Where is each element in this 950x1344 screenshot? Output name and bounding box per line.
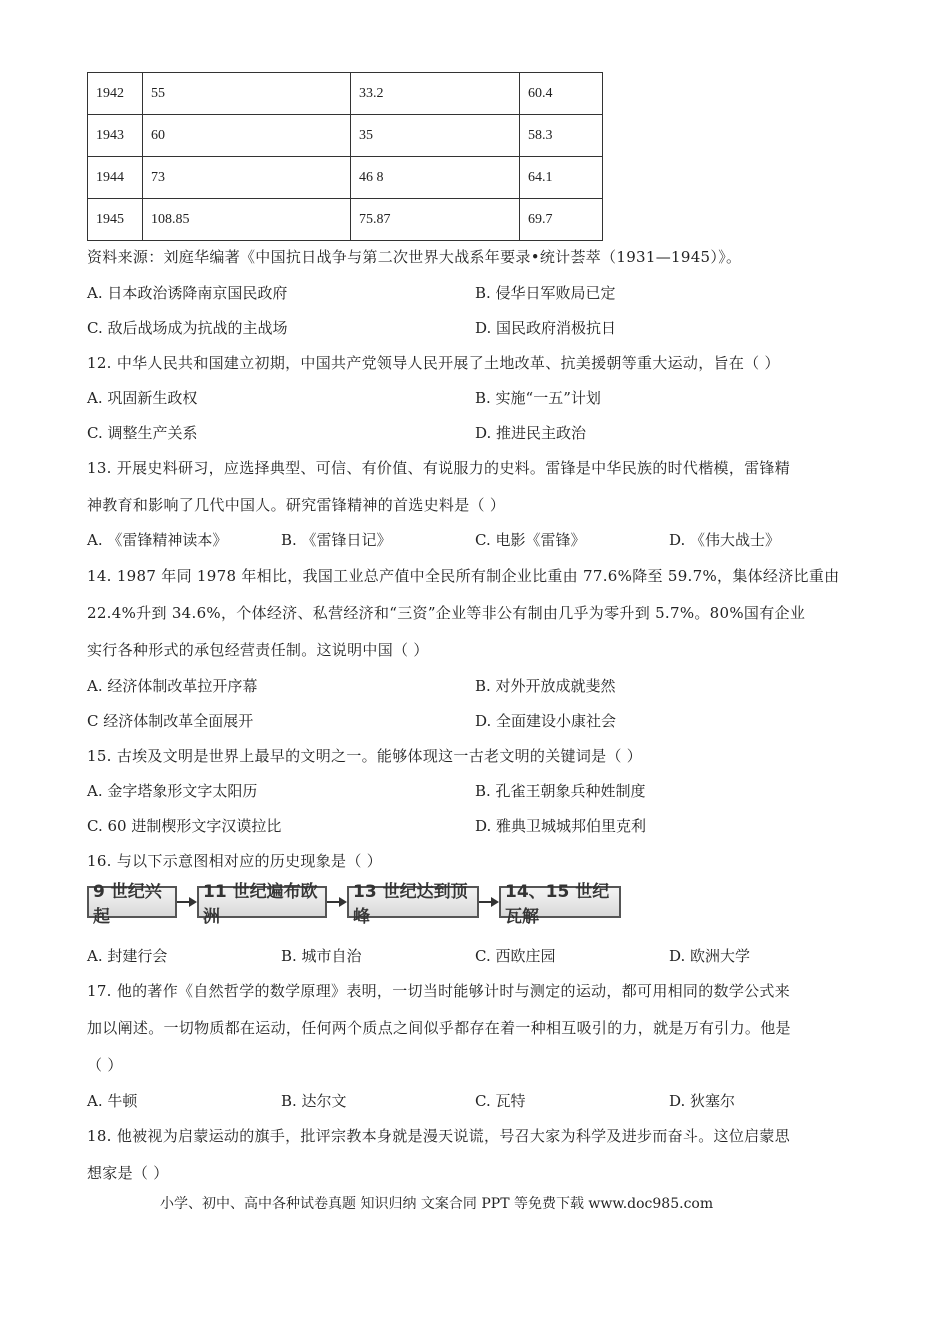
q14-option-b: B. 对外开放成就斐然 xyxy=(475,677,616,695)
q14-stem-line1: 14. 1987 年同 1978 年相比，我国工业总产值中全民所有制企业比重由 77.6%降至 59.7%，集体经济比重由 xyxy=(87,567,840,585)
arrow-right-icon xyxy=(327,888,347,916)
table-cell: 73 xyxy=(143,157,351,199)
q18-stem-line1: 18. 他被视为启蒙运动的旗手，批评宗教本身就是漫天说谎，号召大家为科学及进步而奋斗。这位启蒙思 xyxy=(87,1127,791,1145)
q17-option-b: B. 达尔文 xyxy=(281,1092,347,1110)
q17-stem-line3: （ ） xyxy=(87,1056,123,1074)
table-cell: 46 8 xyxy=(351,157,520,199)
q11-option-b: B. 侵华日军败局已定 xyxy=(475,284,616,302)
source-note: 资料来源：刘庭华编著《中国抗日战争与第二次世界大战系年要录•统计荟萃（1931—1945）》。 xyxy=(87,248,742,266)
q16-stem: 16. 与以下示意图相对应的历史现象是（ ） xyxy=(87,852,382,870)
table-row xyxy=(88,157,603,199)
timeline-step: 13 世纪达到顶峰 xyxy=(347,886,479,918)
q15-option-c: C. 60 进制楔形文字汉谟拉比 xyxy=(87,817,282,835)
q12-option-d: D. 推进民主政治 xyxy=(475,424,587,442)
table-cell: 1942 xyxy=(88,73,143,115)
timeline-diagram xyxy=(87,882,621,927)
statistics-table xyxy=(87,72,603,241)
q14-option-d: D. 全面建设小康社会 xyxy=(475,712,617,730)
q16-option-c: C. 西欧庄园 xyxy=(475,947,556,965)
q15-option-b: B. 孔雀王朝象兵种姓制度 xyxy=(475,782,646,800)
q13-option-c: C. 电影《雷锋》 xyxy=(475,531,586,549)
table-cell: 1945 xyxy=(88,199,143,241)
q16-option-b: B. 城市自治 xyxy=(281,947,362,965)
table-cell: 108.85 xyxy=(143,199,351,241)
q15-stem: 15. 古埃及文明是世界上最早的文明之一。能够体现这一古老文明的关键词是（ ） xyxy=(87,747,643,765)
q13-option-a: A. 《雷锋精神读本》 xyxy=(87,531,228,549)
q16-option-d: D. 欧洲大学 xyxy=(669,947,751,965)
table-cell: 60.4 xyxy=(520,73,603,115)
table-row xyxy=(88,115,603,157)
arrow-right-icon xyxy=(177,888,197,916)
q15-option-d: D. 雅典卫城城邦伯里克利 xyxy=(475,817,647,835)
q12-option-c: C. 调整生产关系 xyxy=(87,424,198,442)
table-cell: 58.3 xyxy=(520,115,603,157)
table-cell: 69.7 xyxy=(520,199,603,241)
q18-stem-line2: 想家是（ ） xyxy=(87,1164,169,1182)
q11-option-c: C. 敌后战场成为抗战的主战场 xyxy=(87,319,288,337)
q14-option-a: A. 经济体制改革拉开序幕 xyxy=(87,677,258,695)
q12-option-a: A. 巩固新生政权 xyxy=(87,389,198,407)
q11-option-d: D. 国民政府消极抗日 xyxy=(475,319,617,337)
q17-option-c: C. 瓦特 xyxy=(475,1092,526,1110)
q14-option-c: C 经济体制改革全面展开 xyxy=(87,712,254,730)
table-cell: 33.2 xyxy=(351,73,520,115)
timeline-step: 11 世纪遍布欧洲 xyxy=(197,886,327,918)
arrow-right-icon xyxy=(479,888,499,916)
q13-option-d: D. 《伟大战士》 xyxy=(669,531,781,549)
table-cell: 1943 xyxy=(88,115,143,157)
q12-stem: 12. 中华人民共和国建立初期，中国共产党领导人民开展了土地改革、抗美援朝等重大运动，旨在（ ） xyxy=(87,354,780,372)
q16-option-a: A. 封建行会 xyxy=(87,947,168,965)
q13-stem-line2: 神教育和影响了几代中国人。研究雷锋精神的首选史料是（ ） xyxy=(87,496,506,514)
q17-option-a: A. 牛顿 xyxy=(87,1092,138,1110)
q14-stem-line2: 22.4%升到 34.6%，个体经济、私营经济和“三资”企业等非公有制由几乎为零升到 5.7%。80%国有企业 xyxy=(87,604,806,622)
table-cell: 55 xyxy=(143,73,351,115)
q17-stem-line2: 加以阐述。一切物质都在运动，任何两个质点之间似乎都存在着一种相互吸引的力，就是万有引力。他是 xyxy=(87,1019,791,1037)
q14-stem-line3: 实行各种形式的承包经营责任制。这说明中国（ ） xyxy=(87,641,429,659)
q11-option-a: A. 日本政治诱降南京国民政府 xyxy=(87,284,288,302)
q15-option-a: A. 金字塔象形文字太阳历 xyxy=(87,782,258,800)
table-cell: 35 xyxy=(351,115,520,157)
table-row xyxy=(88,73,603,115)
timeline-step: 14、15 世纪瓦解 xyxy=(499,886,621,918)
q13-option-b: B. 《雷锋日记》 xyxy=(281,531,392,549)
q12-option-b: B. 实施“一五”计划 xyxy=(475,389,601,407)
table-row xyxy=(88,199,603,241)
q17-option-d: D. 狄塞尔 xyxy=(669,1092,736,1110)
table-cell: 60 xyxy=(143,115,351,157)
timeline-step: 9 世纪兴起 xyxy=(87,886,177,918)
q17-stem-line1: 17. 他的著作《自然哲学的数学原理》表明，一切当时能够计时与测定的运动，都可用相同的数学公式来 xyxy=(87,982,791,1000)
page-footer: 小学、初中、高中各种试卷真题 知识归纳 文案合同 PPT 等免费下载 www.doc985.com xyxy=(160,1196,714,1212)
table-cell: 75.87 xyxy=(351,199,520,241)
table-cell: 1944 xyxy=(88,157,143,199)
table-cell: 64.1 xyxy=(520,157,603,199)
q13-stem-line1: 13. 开展史料研习，应选择典型、可信、有价值、有说服力的史料。雷锋是中华民族的时代楷模，雷锋精 xyxy=(87,459,791,477)
